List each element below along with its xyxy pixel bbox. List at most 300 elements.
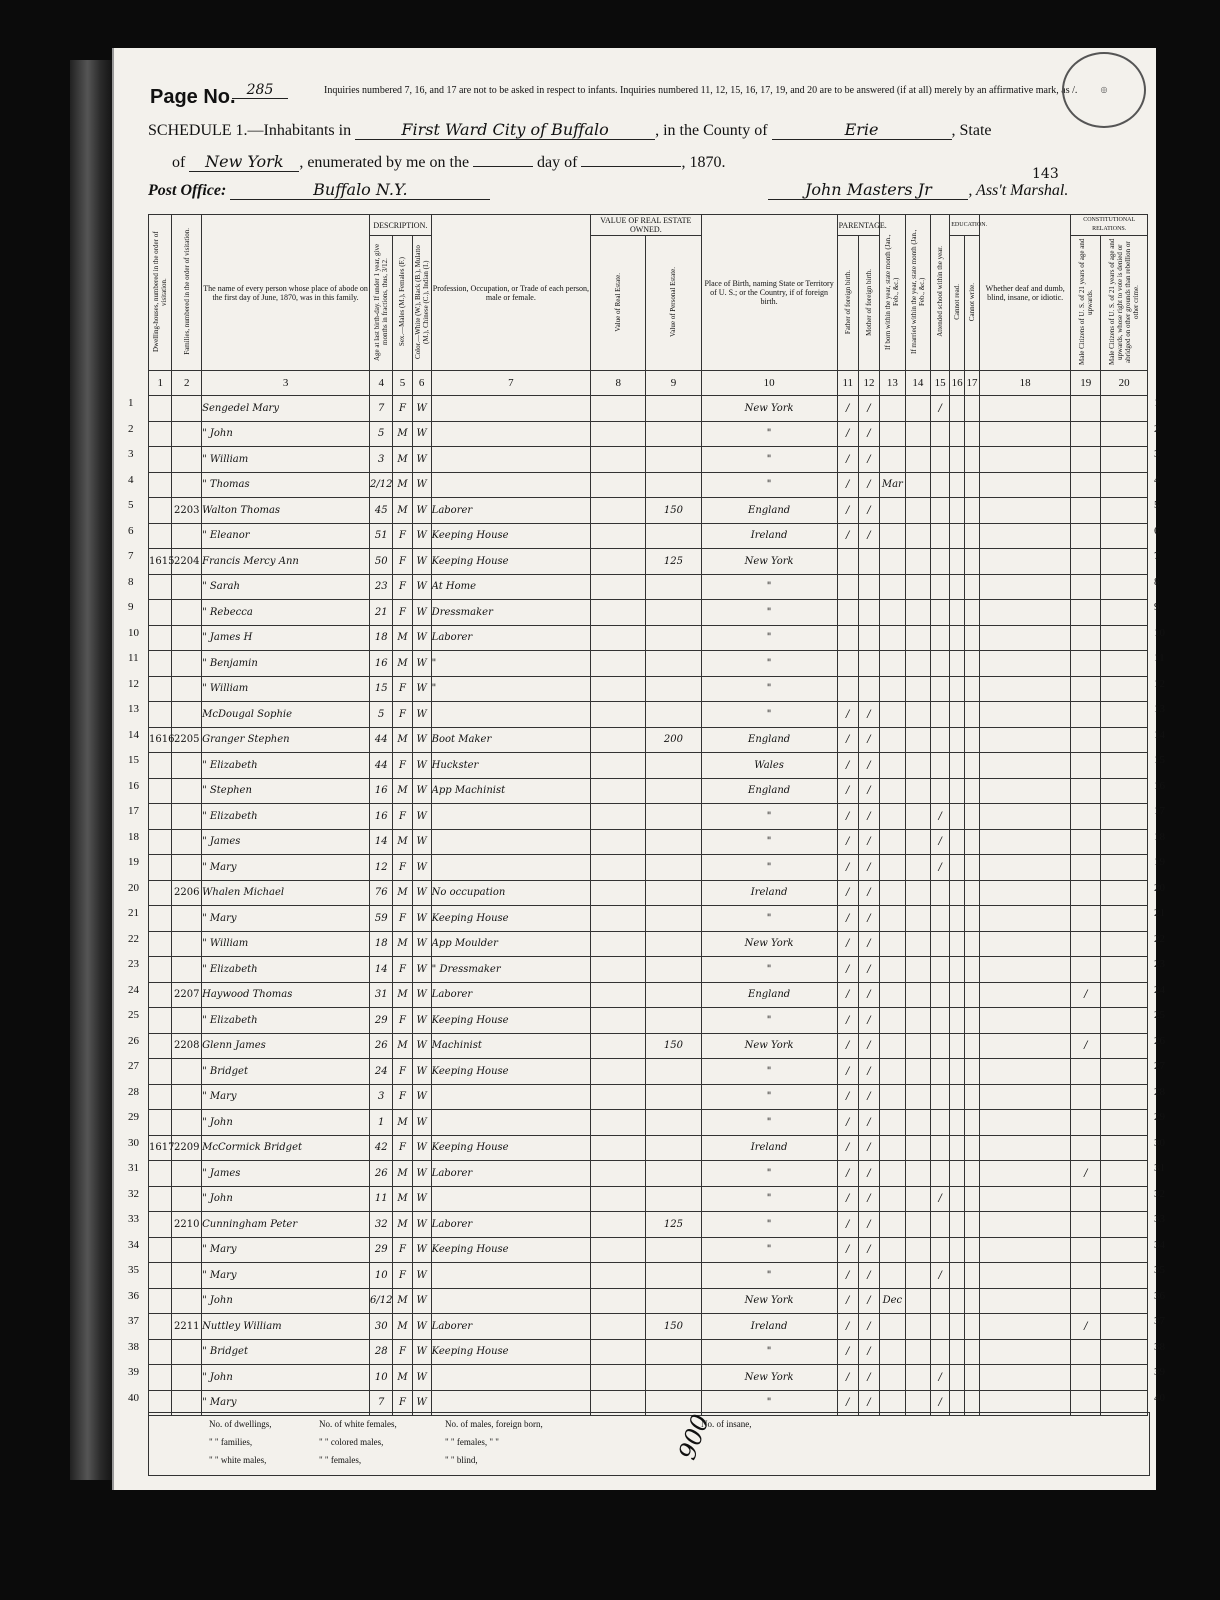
color-cell: W xyxy=(412,549,431,575)
personal-estate-cell xyxy=(646,829,701,855)
sex-cell: M xyxy=(393,498,412,524)
page-number: 285 xyxy=(232,82,288,99)
line-number: 36 xyxy=(128,1290,139,1302)
occupation-cell: At Home xyxy=(431,574,590,600)
footer-colored-males: " " colored males, xyxy=(319,1437,384,1447)
cannot-write-cell xyxy=(965,1288,980,1314)
vote-denied-cell xyxy=(1101,1135,1148,1161)
day-field xyxy=(473,166,533,167)
table-row xyxy=(149,574,1148,600)
cannot-write-cell xyxy=(965,498,980,524)
sex-cell: F xyxy=(393,906,412,932)
father-foreign-cell: / xyxy=(837,906,858,932)
birthplace-cell: England xyxy=(701,498,837,524)
cannot-read-cell xyxy=(950,982,965,1008)
cannot-write-cell xyxy=(965,447,980,473)
color-cell: W xyxy=(412,574,431,600)
col-number: 13 xyxy=(880,371,906,396)
cannot-write-cell xyxy=(965,1237,980,1263)
school-cell xyxy=(931,600,950,626)
citizen-cell xyxy=(1071,1110,1101,1136)
cannot-write-cell xyxy=(965,1365,980,1391)
cannot-read-cell xyxy=(950,1339,965,1365)
cannot-write-cell xyxy=(965,651,980,677)
vote-denied-cell xyxy=(1101,574,1148,600)
mother-foreign-cell: / xyxy=(858,829,879,855)
table-row xyxy=(149,804,1148,830)
census-sheet xyxy=(112,48,1165,1490)
married-month-cell xyxy=(905,957,931,983)
married-month-cell xyxy=(905,1186,931,1212)
father-foreign-cell: / xyxy=(837,1059,858,1085)
birth-month-cell xyxy=(880,880,906,906)
dwelling-number: 1617 xyxy=(149,1135,172,1161)
married-month-cell xyxy=(905,625,931,651)
personal-estate-cell xyxy=(646,421,701,447)
real-estate-cell xyxy=(591,931,646,957)
occupation-cell xyxy=(431,804,590,830)
col-header-3: The name of every person whose place of abode on the first day of June, 1870, was in this family. xyxy=(202,215,370,371)
cannot-read-cell xyxy=(950,396,965,422)
col-number: 20 xyxy=(1101,371,1148,396)
line-number: 23 xyxy=(1154,958,1165,970)
footer-families: " " families, xyxy=(209,1437,253,1447)
place-field: First Ward City of Buffalo xyxy=(355,120,655,140)
personal-estate-cell: 150 xyxy=(646,1033,701,1059)
school-cell: / xyxy=(931,1390,950,1416)
family-number xyxy=(172,447,202,473)
school-cell xyxy=(931,906,950,932)
mother-foreign-cell: / xyxy=(858,702,879,728)
sex-cell: F xyxy=(393,600,412,626)
birth-month-cell xyxy=(880,1314,906,1340)
footer-white-males: " " white males, xyxy=(209,1455,267,1465)
sex-cell: F xyxy=(393,855,412,881)
table-row xyxy=(149,549,1148,575)
sex-cell: F xyxy=(393,1008,412,1034)
father-foreign-cell: / xyxy=(837,855,858,881)
line-number: 27 xyxy=(128,1060,139,1072)
table-row xyxy=(149,396,1148,422)
real-estate-cell xyxy=(591,1263,646,1289)
line-number: 23 xyxy=(128,958,139,970)
birth-month-cell: Mar xyxy=(880,472,906,498)
occupation-cell: Dressmaker xyxy=(431,600,590,626)
personal-estate-cell xyxy=(646,676,701,702)
married-month-cell xyxy=(905,396,931,422)
line-number: 3 xyxy=(1154,448,1160,460)
family-number xyxy=(172,1059,202,1085)
color-cell: W xyxy=(412,1339,431,1365)
dwelling-number xyxy=(149,1237,172,1263)
occupation-cell: Huckster xyxy=(431,753,590,779)
line-number: 1 xyxy=(128,397,134,409)
cannot-write-cell xyxy=(965,676,980,702)
birth-month-cell xyxy=(880,1161,906,1187)
father-foreign-cell: / xyxy=(837,421,858,447)
birth-month-cell xyxy=(880,829,906,855)
age-cell: 3 xyxy=(370,1084,393,1110)
header-row xyxy=(149,215,1148,236)
married-month-cell xyxy=(905,549,931,575)
line-number: 29 xyxy=(128,1111,139,1123)
cannot-read-cell xyxy=(950,1161,965,1187)
married-month-cell xyxy=(905,753,931,779)
personal-estate-cell xyxy=(646,1059,701,1085)
school-cell xyxy=(931,982,950,1008)
birthplace-cell: " xyxy=(701,1008,837,1034)
father-foreign-cell: / xyxy=(837,804,858,830)
dwelling-number xyxy=(149,1161,172,1187)
birth-month-cell xyxy=(880,702,906,728)
dwelling-number xyxy=(149,702,172,728)
personal-estate-cell xyxy=(646,906,701,932)
mother-foreign-cell: / xyxy=(858,880,879,906)
age-cell: 6/12 xyxy=(370,1288,393,1314)
mother-foreign-cell: / xyxy=(858,1110,879,1136)
mother-foreign-cell: / xyxy=(858,1288,879,1314)
citizen-cell xyxy=(1071,523,1101,549)
age-cell: 24 xyxy=(370,1059,393,1085)
line-number: 9 xyxy=(1154,601,1160,613)
line-number: 31 xyxy=(128,1162,139,1174)
dwelling-number xyxy=(149,447,172,473)
school-cell xyxy=(931,1084,950,1110)
age-cell: 1 xyxy=(370,1110,393,1136)
cannot-write-cell xyxy=(965,1084,980,1110)
age-cell: 16 xyxy=(370,651,393,677)
disability-cell xyxy=(979,549,1070,575)
mother-foreign-cell: / xyxy=(858,1084,879,1110)
footer-insane: No. of insane, xyxy=(701,1419,752,1429)
family-number xyxy=(172,855,202,881)
sex-cell: M xyxy=(393,1161,412,1187)
father-foreign-cell: / xyxy=(837,1237,858,1263)
line-number: 29 xyxy=(1154,1111,1165,1123)
age-cell: 32 xyxy=(370,1212,393,1238)
real-estate-cell xyxy=(591,804,646,830)
disability-cell xyxy=(979,855,1070,881)
married-month-cell xyxy=(905,1237,931,1263)
cannot-read-cell xyxy=(950,1288,965,1314)
age-cell: 18 xyxy=(370,931,393,957)
color-cell: W xyxy=(412,1059,431,1085)
school-cell: / xyxy=(931,1365,950,1391)
line-number: 16 xyxy=(128,780,139,792)
personal-estate-cell xyxy=(646,1084,701,1110)
mother-foreign-cell xyxy=(858,625,879,651)
birthplace-cell: " xyxy=(701,855,837,881)
person-name: " John xyxy=(202,1288,370,1314)
real-estate-cell xyxy=(591,523,646,549)
table-row xyxy=(149,829,1148,855)
school-cell xyxy=(931,778,950,804)
personal-estate-cell xyxy=(646,447,701,473)
family-number: 2204 xyxy=(172,549,202,575)
footer-males-foreign: No. of males, foreign born, xyxy=(445,1419,543,1429)
occupation-cell xyxy=(431,1288,590,1314)
sex-cell: F xyxy=(393,957,412,983)
age-cell: 3 xyxy=(370,447,393,473)
col-number: 15 xyxy=(931,371,950,396)
cannot-read-cell xyxy=(950,1084,965,1110)
age-cell: 45 xyxy=(370,498,393,524)
vote-denied-cell xyxy=(1101,982,1148,1008)
sex-cell: M xyxy=(393,931,412,957)
family-number xyxy=(172,1365,202,1391)
citizen-cell xyxy=(1071,1084,1101,1110)
mother-foreign-cell: / xyxy=(858,804,879,830)
father-foreign-cell: / xyxy=(837,880,858,906)
value-group-header: VALUE OF REAL ESTATE OWNED. xyxy=(591,215,702,236)
dwelling-number xyxy=(149,1008,172,1034)
married-month-cell xyxy=(905,1212,931,1238)
col-header-12: Mother of foreign birth. xyxy=(858,236,879,371)
table-row xyxy=(149,1365,1148,1391)
disability-cell xyxy=(979,1008,1070,1034)
real-estate-cell xyxy=(591,1059,646,1085)
footer-white-females: No. of white females, xyxy=(319,1419,397,1429)
col-header-10: Place of Birth, naming State or Territory of U. S.; or the Country, if of foreign birth. xyxy=(701,215,837,371)
occupation-cell: App Machinist xyxy=(431,778,590,804)
citizen-cell xyxy=(1071,1263,1101,1289)
birth-month-cell xyxy=(880,625,906,651)
birthplace-cell: " xyxy=(701,1186,837,1212)
personal-estate-cell xyxy=(646,778,701,804)
father-foreign-cell: / xyxy=(837,447,858,473)
line-number: 12 xyxy=(128,678,139,690)
cannot-read-cell xyxy=(950,880,965,906)
color-cell: W xyxy=(412,1135,431,1161)
vote-denied-cell xyxy=(1101,855,1148,881)
disability-cell xyxy=(979,1212,1070,1238)
footer-total: 900 xyxy=(672,1410,715,1464)
line-number: 33 xyxy=(128,1213,139,1225)
person-name: Walton Thomas xyxy=(202,498,370,524)
sex-cell: M xyxy=(393,982,412,1008)
birthplace-cell: " xyxy=(701,804,837,830)
color-cell: W xyxy=(412,957,431,983)
vote-denied-cell xyxy=(1101,1033,1148,1059)
married-month-cell xyxy=(905,982,931,1008)
person-name: " William xyxy=(202,676,370,702)
father-foreign-cell: / xyxy=(837,1186,858,1212)
father-foreign-cell: / xyxy=(837,523,858,549)
occupation-cell: " xyxy=(431,651,590,677)
cannot-write-cell xyxy=(965,1212,980,1238)
real-estate-cell xyxy=(591,727,646,753)
citizen-cell xyxy=(1071,906,1101,932)
line-number: 8 xyxy=(128,576,134,588)
occupation-cell xyxy=(431,702,590,728)
mother-foreign-cell: / xyxy=(858,906,879,932)
vote-denied-cell xyxy=(1101,906,1148,932)
table-row xyxy=(149,931,1148,957)
dwelling-number xyxy=(149,1314,172,1340)
father-foreign-cell: / xyxy=(837,1339,858,1365)
sex-cell: M xyxy=(393,1033,412,1059)
father-foreign-cell: / xyxy=(837,829,858,855)
month-field xyxy=(581,166,681,167)
personal-estate-cell xyxy=(646,1263,701,1289)
cannot-write-cell xyxy=(965,1008,980,1034)
citizen-cell xyxy=(1071,1186,1101,1212)
father-foreign-cell: / xyxy=(837,1084,858,1110)
birth-month-cell xyxy=(880,1135,906,1161)
cannot-read-cell xyxy=(950,1263,965,1289)
age-cell: 23 xyxy=(370,574,393,600)
school-cell xyxy=(931,957,950,983)
disability-cell xyxy=(979,625,1070,651)
disability-cell xyxy=(979,651,1070,677)
mother-foreign-cell xyxy=(858,600,879,626)
person-name: " William xyxy=(202,447,370,473)
school-cell xyxy=(931,1212,950,1238)
birthplace-cell: " xyxy=(701,1339,837,1365)
citizen-cell xyxy=(1071,1135,1101,1161)
state-label: , State xyxy=(951,122,992,139)
personal-estate-cell xyxy=(646,651,701,677)
binding-strip xyxy=(70,60,114,1480)
disability-cell xyxy=(979,1059,1070,1085)
vote-denied-cell xyxy=(1101,1212,1148,1238)
dwelling-number xyxy=(149,1365,172,1391)
cannot-read-cell xyxy=(950,1212,965,1238)
cannot-read-cell xyxy=(950,498,965,524)
age-cell: 14 xyxy=(370,957,393,983)
married-month-cell xyxy=(905,778,931,804)
sex-cell: M xyxy=(393,421,412,447)
mother-foreign-cell: / xyxy=(858,1161,879,1187)
age-cell: 31 xyxy=(370,982,393,1008)
sex-cell: M xyxy=(393,1110,412,1136)
dwelling-number xyxy=(149,753,172,779)
family-number xyxy=(172,523,202,549)
occupation-cell: Keeping House xyxy=(431,549,590,575)
disability-cell xyxy=(979,1110,1070,1136)
married-month-cell xyxy=(905,906,931,932)
real-estate-cell xyxy=(591,855,646,881)
col-header-4: Age at last birth-day. If under 1 year, give months in fractions, thus, 3/12. xyxy=(370,236,393,371)
citizen-cell: / xyxy=(1071,1033,1101,1059)
citizen-cell xyxy=(1071,651,1101,677)
disability-cell xyxy=(979,727,1070,753)
table-row xyxy=(149,880,1148,906)
age-cell: 29 xyxy=(370,1237,393,1263)
line-number: 7 xyxy=(1154,550,1160,562)
person-name: " Thomas xyxy=(202,472,370,498)
cannot-write-cell xyxy=(965,1263,980,1289)
birth-month-cell xyxy=(880,396,906,422)
real-estate-cell xyxy=(591,1135,646,1161)
occupation-cell: Keeping House xyxy=(431,906,590,932)
sex-cell: F xyxy=(393,549,412,575)
color-cell: W xyxy=(412,1212,431,1238)
marshal-label: , Ass't Marshal. xyxy=(968,182,1069,199)
birthplace-cell: " xyxy=(701,1212,837,1238)
disability-cell xyxy=(979,472,1070,498)
school-cell xyxy=(931,1314,950,1340)
school-cell xyxy=(931,1008,950,1034)
birthplace-cell: " xyxy=(701,447,837,473)
school-cell xyxy=(931,1033,950,1059)
person-name: " James xyxy=(202,1161,370,1187)
of-label: of xyxy=(172,154,186,171)
married-month-cell xyxy=(905,1008,931,1034)
dwelling-number xyxy=(149,804,172,830)
married-month-cell xyxy=(905,829,931,855)
mother-foreign-cell: / xyxy=(858,982,879,1008)
sex-cell: M xyxy=(393,880,412,906)
col-number: 6 xyxy=(412,371,431,396)
mother-foreign-cell: / xyxy=(858,855,879,881)
married-month-cell xyxy=(905,880,931,906)
line-number: 36 xyxy=(1154,1290,1165,1302)
line-number: 30 xyxy=(1154,1137,1165,1149)
father-foreign-cell: / xyxy=(837,931,858,957)
age-cell: 51 xyxy=(370,523,393,549)
line-number: 11 xyxy=(128,652,139,664)
line-number: 18 xyxy=(128,831,139,843)
table-row xyxy=(149,1237,1148,1263)
family-number xyxy=(172,931,202,957)
personal-estate-cell xyxy=(646,1008,701,1034)
person-name: " Elizabeth xyxy=(202,753,370,779)
page-label: Page No. xyxy=(150,86,236,108)
vote-denied-cell xyxy=(1101,549,1148,575)
col-number: 14 xyxy=(905,371,931,396)
dwelling-number: 1615 xyxy=(149,549,172,575)
color-cell: W xyxy=(412,1084,431,1110)
dwelling-number xyxy=(149,931,172,957)
disability-cell xyxy=(979,957,1070,983)
cannot-write-cell xyxy=(965,600,980,626)
color-cell: W xyxy=(412,625,431,651)
line-number: 31 xyxy=(1154,1162,1165,1174)
table-row xyxy=(149,600,1148,626)
color-cell: W xyxy=(412,1390,431,1416)
occupation-cell: Keeping House xyxy=(431,1237,590,1263)
table-row xyxy=(149,1288,1148,1314)
cannot-read-cell xyxy=(950,523,965,549)
table-row xyxy=(149,1161,1148,1187)
personal-estate-cell: 150 xyxy=(646,498,701,524)
person-name: " James xyxy=(202,829,370,855)
sex-cell: F xyxy=(393,1059,412,1085)
married-month-cell xyxy=(905,447,931,473)
married-month-cell xyxy=(905,1135,931,1161)
school-cell xyxy=(931,753,950,779)
dwelling-number xyxy=(149,421,172,447)
line-number: 15 xyxy=(128,754,139,766)
line-number: 19 xyxy=(1154,856,1165,868)
personal-estate-cell xyxy=(646,1135,701,1161)
real-estate-cell xyxy=(591,702,646,728)
line-number: 4 xyxy=(1154,474,1160,486)
cannot-read-cell xyxy=(950,804,965,830)
disability-cell xyxy=(979,906,1070,932)
real-estate-cell xyxy=(591,1365,646,1391)
mother-foreign-cell: / xyxy=(858,1339,879,1365)
birthplace-cell: New York xyxy=(701,396,837,422)
mother-foreign-cell: / xyxy=(858,1186,879,1212)
person-name: " William xyxy=(202,931,370,957)
real-estate-cell xyxy=(591,549,646,575)
dwelling-number xyxy=(149,625,172,651)
person-name: " Mary xyxy=(202,1263,370,1289)
married-month-cell xyxy=(905,1033,931,1059)
married-month-cell xyxy=(905,804,931,830)
